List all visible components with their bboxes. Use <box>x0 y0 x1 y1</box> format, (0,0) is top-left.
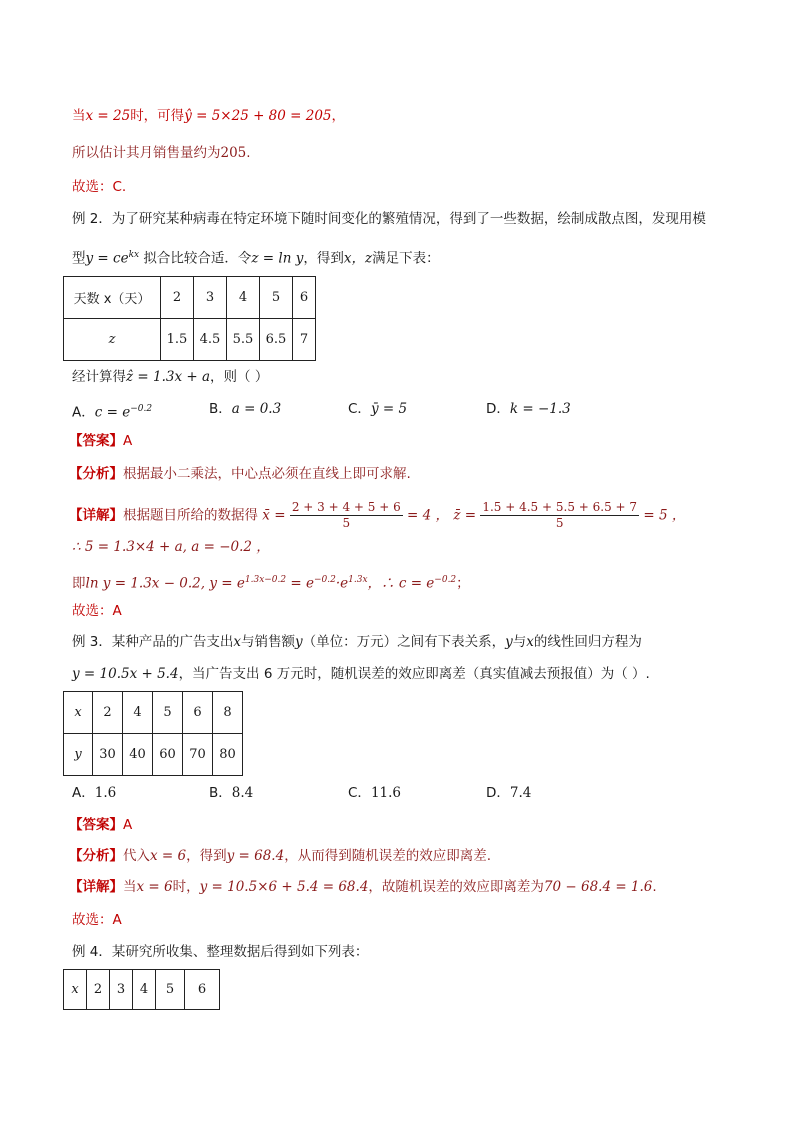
table-cell: 5 <box>156 970 185 1010</box>
ex2-step-2: ∴ 5 = 1.3×4 + a, a = −0.2 ， <box>72 539 270 555</box>
table-cell: 7 <box>293 319 316 361</box>
analysis-tag: 【分析】 <box>69 466 123 482</box>
table-cell: 3 <box>194 277 227 319</box>
table-cell: 5 <box>260 277 293 319</box>
math: ln y = 1.3x − 0.2, y = e <box>85 575 245 592</box>
numerator: 1.5 + 4.5 + 5.5 + 6.5 + 7 <box>482 500 638 514</box>
math: x̄ = <box>262 507 286 524</box>
table-cell: 8 <box>213 692 243 734</box>
option-text: a = 0.3 <box>231 401 282 417</box>
math: 70 − 68.4 = 1.6 <box>543 879 653 895</box>
table-cell: 4 <box>123 692 153 734</box>
math: x = 6 <box>136 879 173 895</box>
ex3-question-line-1 <box>72 632 642 652</box>
option-text: 11.6 <box>370 785 401 801</box>
table-head-cell: y <box>64 734 93 776</box>
ex2-choice: 故选：A <box>72 603 122 619</box>
text: 代入 <box>123 848 150 864</box>
ex3-option-d <box>486 783 531 803</box>
ex2-calc-line <box>72 367 268 387</box>
text: 时， <box>172 879 200 895</box>
ex2-step-3 <box>72 570 470 594</box>
denominator: 5 <box>342 516 351 530</box>
table-head-cell: 天数 x（天） <box>64 277 161 319</box>
ex4-data-table <box>63 969 220 1010</box>
option-label: D． <box>486 401 510 417</box>
math: ẑ = 1.3x + a <box>126 369 211 385</box>
math: y <box>295 634 303 650</box>
text: ，从而得到随机误差的效应即离差. <box>284 848 491 864</box>
math: x = 25 <box>85 108 131 124</box>
intro-line-2 <box>72 143 251 163</box>
option-label: B． <box>209 785 232 801</box>
answer-value: A <box>123 433 133 449</box>
text: ； <box>456 575 470 592</box>
option-label: A． <box>72 404 95 421</box>
text: 与 <box>512 634 527 650</box>
ex2-answer <box>69 431 132 451</box>
text: （单位：万元）之间有下表关系， <box>302 634 506 650</box>
text: ，则（ ） <box>210 369 269 385</box>
ex3-option-c <box>348 783 401 803</box>
text: 当 <box>72 108 86 124</box>
table-row <box>64 692 243 734</box>
text: 经计算得 <box>72 369 126 385</box>
ex2-detail <box>69 500 685 531</box>
table-cell: 2 <box>87 970 110 1010</box>
math-sup: kx <box>128 250 140 260</box>
option-label: A． <box>72 785 95 801</box>
intro-choice: 故选：C. <box>72 179 127 195</box>
table-cell: 1.5 <box>161 319 194 361</box>
math-sup: 1.3x−0.2 <box>244 575 287 585</box>
answer-value: A <box>123 817 133 833</box>
table-cell: 70 <box>183 734 213 776</box>
text: ， <box>331 108 346 124</box>
table-row <box>64 319 316 361</box>
math: = 4 <box>407 507 432 524</box>
math: x <box>526 634 534 650</box>
math: z = ln y <box>251 250 304 267</box>
text: ，得到 <box>186 848 227 864</box>
answer-tag: 【答案】 <box>69 817 123 833</box>
text: 当 <box>123 879 137 895</box>
math: x，z <box>343 250 373 267</box>
math: x = 6 <box>150 848 187 864</box>
fraction <box>290 500 403 531</box>
table-cell: 2 <box>161 277 194 319</box>
option-text: 7.4 <box>509 785 532 801</box>
table-cell: 4.5 <box>194 319 227 361</box>
text: ，故随机误差的效应即离差为 <box>368 879 544 895</box>
text: . <box>246 145 251 161</box>
math-sup: −0.2 <box>314 575 336 585</box>
table-cell: 3 <box>110 970 133 1010</box>
table-cell: 2 <box>93 692 123 734</box>
table-head-cell: x <box>64 692 93 734</box>
math: ， z̄ = <box>435 507 477 524</box>
detail-tag: 【详解】 <box>69 507 123 524</box>
detail-text: 根据题目所给的数据得 <box>123 507 258 524</box>
ex2-option-b <box>209 399 281 419</box>
ex2-question-line-1: 例 2．为了研究某种病毒在特定环境下随时间变化的繁殖情况，得到了一些数据，绘制成散点图，发现用模 <box>72 211 706 227</box>
math: = 5 ， <box>643 507 686 524</box>
answer-tag: 【答案】 <box>69 433 123 449</box>
table-cell: 5 <box>153 692 183 734</box>
ex4-question-line-1: 例 4．某研究所收集、整理数据后得到如下列表： <box>72 944 369 960</box>
ex2-option-c <box>348 399 407 419</box>
table-cell: 60 <box>153 734 183 776</box>
text: ，当广告支出 6 万元时，随机误差的效应即离差（真实值减去预报值）为（ ）. <box>178 666 650 682</box>
text: . <box>652 879 657 895</box>
text: ，得到 <box>303 250 344 267</box>
table-cell: 4 <box>227 277 260 319</box>
table-cell: 5.5 <box>227 319 260 361</box>
table-cell: 6 <box>183 692 213 734</box>
math: ŷ = 5×25 + 80 = 205 <box>184 108 332 124</box>
option-text: ȳ = 5 <box>370 401 408 417</box>
option-sup: −0.2 <box>130 404 153 414</box>
table-cell: 6 <box>293 277 316 319</box>
table-cell: 80 <box>213 734 243 776</box>
math: y = 68.4 <box>226 848 285 864</box>
ex3-data-table <box>63 691 243 776</box>
option-label: B． <box>209 401 232 417</box>
denominator: 5 <box>555 516 564 530</box>
table-row <box>64 734 243 776</box>
ex3-detail <box>69 877 657 897</box>
text: 所以估计其月销售量约为 <box>72 145 221 161</box>
table-head-cell: x <box>64 970 87 1010</box>
table-cell: 40 <box>123 734 153 776</box>
ex2-option-d <box>486 399 571 419</box>
text: 即 <box>72 575 86 592</box>
ex2-data-table <box>63 276 316 361</box>
text: 满足下表： <box>372 250 440 267</box>
text: 拟合比较合适．令 <box>143 250 252 267</box>
option-label: D． <box>486 785 510 801</box>
table-cell: 30 <box>93 734 123 776</box>
analysis-text: 根据最小二乘法，中心点必须在直线上即可求解. <box>123 466 411 482</box>
option-text: 8.4 <box>231 785 254 801</box>
table-cell: 6 <box>185 970 220 1010</box>
ex2-option-a <box>72 399 152 423</box>
table-cell: 6.5 <box>260 319 293 361</box>
intro-line-1 <box>72 106 345 126</box>
math: ，∴ c = e <box>367 575 435 592</box>
ex3-question-line-2 <box>72 664 650 684</box>
table-row <box>64 970 220 1010</box>
math-sup: −0.2 <box>434 575 457 585</box>
option-text: k = −1.3 <box>509 401 571 417</box>
ex2-analysis <box>69 464 411 484</box>
math: y = 10.5×6 + 5.4 = 68.4 <box>199 879 369 895</box>
numerator: 2 + 3 + 4 + 5 + 6 <box>291 500 401 514</box>
option-label: C． <box>348 785 371 801</box>
text: 型 <box>72 250 86 267</box>
ex3-analysis <box>69 846 491 866</box>
math: y = 10.5x + 5.4 <box>72 666 179 682</box>
analysis-tag: 【分析】 <box>69 848 123 864</box>
math: = e <box>286 575 315 592</box>
ex2-question-line-2 <box>72 245 440 269</box>
table-row <box>64 277 316 319</box>
fraction <box>480 500 639 531</box>
text: 时，可得 <box>130 108 185 124</box>
text: 例 3．某种产品的广告支出 <box>72 634 234 650</box>
math-sup: 1.3x <box>348 575 368 585</box>
math: 205 <box>220 145 247 161</box>
ex3-option-a <box>72 783 116 803</box>
ex3-option-b <box>209 783 253 803</box>
detail-tag: 【详解】 <box>69 879 123 895</box>
table-cell: 4 <box>133 970 156 1010</box>
text: 的线性回归方程为 <box>533 634 642 650</box>
text: 与销售额 <box>241 634 296 650</box>
ex3-choice: 故选：A <box>72 912 122 928</box>
option-text: 1.6 <box>94 785 117 801</box>
option-label: C． <box>348 401 371 417</box>
math: ·e <box>335 575 349 592</box>
table-head-cell: z <box>64 319 161 361</box>
math: y <box>505 634 513 650</box>
ex3-answer <box>69 815 132 835</box>
math: x <box>233 634 242 650</box>
option-text: c = e <box>94 404 131 421</box>
math: y = ce <box>85 250 129 267</box>
